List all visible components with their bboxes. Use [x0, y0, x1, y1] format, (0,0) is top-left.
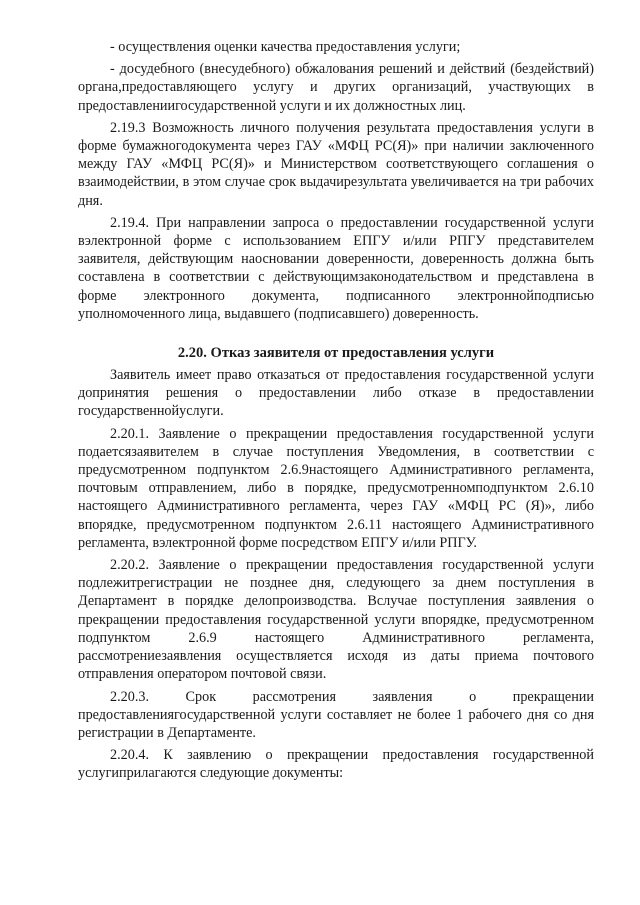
section-heading: 2.20. Отказ заявителя от предоставления услуги — [177, 345, 495, 362]
paragraph-2-20-3: 2.20.3. Срок рассмотрения заявления о прекращении предоставлениягосударственной услуги составляет не более 1 рабочего дня со дня регистрации в Департаменте. — [78, 688, 594, 741]
paragraph-2-19-3: 2.19.3 Возможность личного получения результата предоставления услуги в форме бумажногодокумента через ГАУ «МФЦ РС(Я)» при наличии заключенного между ГАУ «МФЦ РС(Я)» и Министерством соответствующего соглашения о взаимодействии, в этом случае срок выдачирезультата увеличивается на три рабочих дня. — [78, 119, 594, 209]
paragraph-list-item-2: - досудебного (внесудебного) обжалования решений и действий (бездействий) органа,предоставляющего услугу и других организаций, участвующих в предоставлениигосударственной услуги и их должностных лиц. — [78, 61, 594, 114]
paragraph-2-19-4: 2.19.4. При направлении запроса о предоставлении государственной услуги вэлектронной форме с использованием ЕПГУ и/или РПГУ представителем заявителя, действующим наосновании доверенности, доверенность должна быть составлена в соответствии с действующимзаконодательством и представлена в форме электронного документа, подписанного электроннойподписью уполномоченного лица, выдавшего (подписавшего) доверенность. — [78, 214, 594, 322]
paragraph-2-20-2: 2.20.2. Заявление о прекращении предоставления государственной услуги подлежитрегистрации не позднее дня, следующего за днем поступления в Департамент в порядке делопроизводства. Вслучае поступления заявления о прекращении предоставления государственной услуги впорядке, предусмотренном подпунктом 2.6.9 настоящего Административного регламента, рассмотрениезаявления осуществляется исходя из даты приема почтового отправления оператором почтовой связи. — [78, 557, 594, 683]
paragraph-list-item-1: - осуществления оценки качества предоставления услуги; — [110, 39, 461, 55]
paragraph-2-20-intro: Заявитель имеет право отказаться от предоставления государственной услуги допринятия решения о предоставлении либо отказе в предоставлении государственнойуслуги. — [78, 367, 594, 420]
paragraph-2-20-4: 2.20.4. К заявлению о прекращении предоставления государственной услугиприлагаются следующие документы: — [78, 747, 594, 782]
paragraph-2-20-1: 2.20.1. Заявление о прекращении предоставления государственной услуги подаетсязаявителем в случае поступления Уведомления, в соответствии с предусмотренном подпунктом 2.6.9настоящего Административного регламента, почтовым отправлением, либо в порядке, предусмотренномподпунктом 2.6.10 настоящего Административного регламента, через ГАУ «МФЦ РС (Я)», либо впорядке, предусмотренном подпунктом 2.6.11 настоящего Административного регламента, вэлектронной форме посредством ЕПГУ и/или РПГУ. — [78, 425, 594, 551]
